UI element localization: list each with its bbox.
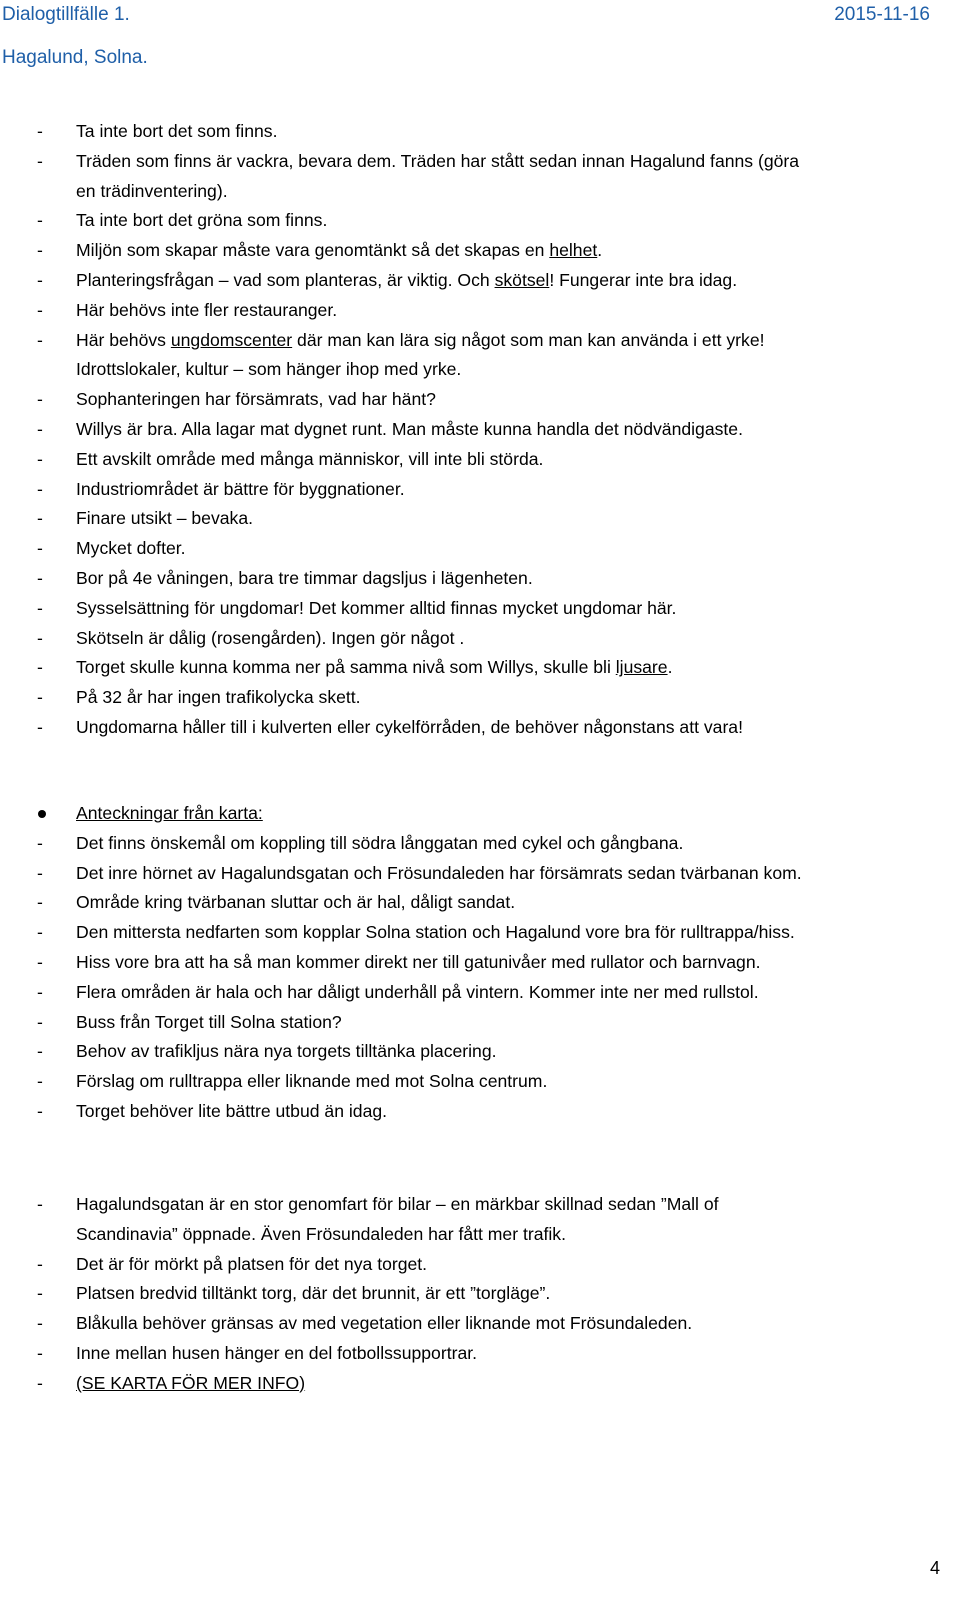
text-run: Torget behöver lite bättre utbud än idag. [76,1100,388,1121]
page-number: 4 [929,1558,940,1578]
text-run: Det är för mörkt på platsen för det nya torget. [76,1253,428,1274]
list-item [0,1339,960,1369]
dash-marker: - [37,567,43,588]
text-run: Hiss vore bra att ha så man kommer direkt ner till gatunivåer med rullator och barnvagn. [76,951,761,972]
text-run: Torget skulle kunna komma ner på samma nivå som Willys, skulle bli [76,657,616,678]
document-header-date: 2015-11-16 [834,4,930,25]
list-item-text [76,445,543,475]
list-item [0,888,960,918]
list-item [0,504,960,534]
list-item [0,415,960,445]
list-item-text [76,296,337,326]
list-item [0,624,960,654]
text-run: Sysselsättning för ungdomar! Det kommer alltid finnas mycket ungdomar här. [76,597,677,618]
list-item [0,475,960,505]
dash-marker: - [37,121,43,141]
underlined-text: skötsel [494,269,550,290]
list-item-continuation: Scandinavia” öppnade. Även Frösundaleden har fått mer trafik. [76,1223,566,1244]
list-item [0,564,960,594]
list-item [0,1190,960,1250]
text-run: Behov av trafikljus nära nya torgets tilltänka placering. [76,1041,497,1062]
list-item [0,594,960,624]
list-item [0,236,960,266]
list-item [0,385,960,415]
list-item-text [76,1339,477,1369]
map-notes-section [0,799,960,1127]
list-item-text [76,266,737,296]
list-item-text [76,653,672,683]
text-run: Blåkulla behöver gränsas av med vegetation eller liknande mot Frösundaleden. [76,1313,693,1334]
text-run: Sophanteringen har försämrats, vad har hänt? [76,389,436,410]
dash-marker: - [37,269,43,290]
list-item [0,1097,960,1127]
text-run: Bor på 4e våningen, bara tre timmar dagsljus i lägenheten. [76,567,533,588]
list-item [0,653,960,683]
text-run: Flera områden är hala och har dåligt underhåll på vintern. Kommer inte ner med rullstol. [76,981,759,1002]
map-notes-heading: Anteckningar från karta: [76,803,263,823]
list-item-text [76,475,405,505]
list-item-text [76,888,515,918]
text-run: Skötseln är dålig (rosengården). Ingen gör något . [76,627,465,648]
list-item-text [76,1008,342,1038]
list-item-continuation: Idrottslokaler, kultur – som hänger ihop med yrke. [76,359,462,380]
dash-marker: - [37,538,43,559]
list-item-text [76,978,759,1008]
list-item [0,1067,960,1097]
list-item [0,948,960,978]
notes-list-2 [0,829,960,1127]
text-run: Det inre hörnet av Hagalundsgatan och Frösundaleden har försämrats sedan tvärbanan kom. [76,862,802,883]
list-item-text [76,326,765,356]
list-item [0,445,960,475]
dash-marker: - [37,1313,43,1334]
dash-marker: - [37,478,43,499]
dash-marker: - [37,716,43,737]
list-item [0,829,960,859]
dash-marker: - [37,862,43,883]
dash-marker: - [37,922,43,943]
text-run: Industriområdet är bättre för byggnationer. [76,478,405,499]
list-item [0,918,960,948]
list-item-text [76,117,277,147]
list-item-text [76,1097,387,1127]
underlined-text: helhet [549,240,598,261]
list-item-text [76,918,795,948]
text-run: . [667,657,673,678]
list-item-text [76,236,602,266]
dash-marker: - [37,389,43,410]
dash-marker: - [37,951,43,972]
dash-marker: - [37,981,43,1002]
list-item [0,978,960,1008]
dash-marker: - [37,418,43,439]
notes-list-1 [0,117,960,743]
list-item-text [76,713,743,743]
notes-list-3 [0,1190,960,1399]
text-run: Platsen bredvid tilltänkt torg, där det brunnit, är ett ”torgläge”. [76,1283,551,1304]
list-item-text [76,859,802,889]
list-item [0,683,960,713]
list-item-text [76,415,743,445]
map-notes-heading-row [0,799,960,829]
text-run: Mycket dofter. [76,538,186,559]
dash-marker: - [37,597,43,618]
text-run: Hagalundsgatan är en stor genomfart för bilar – en märkbar skillnad sedan ”Mall of [76,1194,719,1214]
text-run: Den mittersta nedfarten som kopplar Solna station och Hagalund vore bra för rulltrappa/hiss. [76,922,795,943]
text-run: där man kan lära sig något som man kan använda i ett yrke! [292,329,765,350]
list-item-text [76,147,799,177]
list-item-text [76,948,761,978]
text-run: Buss från Torget till Solna station? [76,1011,342,1032]
list-item-continuation: en trädinventering). [76,180,228,201]
dash-marker: - [37,1194,43,1214]
list-item [0,1008,960,1038]
list-item [0,713,960,743]
dash-marker: - [37,329,43,350]
list-item [0,206,960,236]
dash-marker: - [37,299,43,320]
dash-marker: - [37,892,43,913]
text-run: Miljön som skapar måste vara genomtänkt så det skapas en [76,240,550,261]
dash-marker: - [37,1283,43,1304]
text-run: Ta inte bort det gröna som finns. [76,210,328,231]
document-header-title: Dialogtillfälle 1. [2,4,130,25]
list-item-text [76,1279,550,1309]
underlined-text: ungdomscenter [170,329,293,350]
text-run: Ungdomarna håller till i kulverten eller cykelförråden, de behöver någonstans att vara! [76,716,743,737]
text-run: Finare utsikt – bevaka. [76,508,254,529]
text-run: Inne mellan husen hänger en del fotbollssupportrar. [76,1342,478,1363]
text-run: ! Fungerar inte bra idag. [549,269,738,290]
list-item-text [76,385,436,415]
dash-marker: - [37,210,43,231]
list-item [0,1309,960,1339]
text-run: Det finns önskemål om koppling till södra långgatan med cykel och gångbana. [76,832,684,853]
list-item-text [76,504,253,534]
dash-marker: - [37,448,43,469]
list-item-text [76,1309,692,1339]
text-run: Träden som finns är vackra, bevara dem. Träden har stått sedan innan Hagalund fanns (göra [76,150,800,171]
text-run: Planteringsfrågan – vad som planteras, är viktig. Och [76,269,495,290]
list-item [0,534,960,564]
dash-marker: - [37,1041,43,1062]
document-header-place: Hagalund, Solna. [2,47,148,68]
text-run: Ta inte bort det som finns. [76,121,278,141]
list-item-text [76,1369,305,1399]
dash-marker: - [37,657,43,678]
list-item [0,266,960,296]
dash-marker: - [37,240,43,261]
list-item [0,1250,960,1280]
list-item-text [76,564,533,594]
list-item-text [76,534,186,564]
list-item [0,147,960,207]
list-item [0,296,960,326]
list-item [0,1369,960,1399]
list-item-text [76,624,464,654]
text-run: Ett avskilt område med många människor, vill inte bli störda. [76,448,544,469]
text-run: Förslag om rulltrappa eller liknande med mot Solna centrum. [76,1071,548,1092]
text-run: Willys är bra. Alla lagar mat dygnet runt. Man måste kunna handla det nödvändigaste. [76,418,743,439]
list-item [0,859,960,889]
dash-marker: - [37,508,43,529]
list-item [0,1279,960,1309]
list-item-text [76,206,327,236]
text-run: Här behövs inte fler restauranger. [76,299,338,320]
list-item-text [76,1250,427,1280]
list-item-text [76,594,676,624]
dash-marker: - [37,687,43,708]
dash-marker: - [37,150,43,171]
dash-marker: - [37,1342,43,1363]
list-item-text [76,829,683,859]
list-item-text [76,1190,719,1220]
list-item-text [76,1067,547,1097]
list-item-text [76,1037,497,1067]
list-item [0,326,960,386]
underlined-text: (SE KARTA FÖR MER INFO) [76,1372,306,1393]
dash-marker: - [37,1011,43,1032]
dash-marker: - [37,1253,43,1274]
dash-marker: - [37,1071,43,1092]
dash-marker: - [37,627,43,648]
dash-marker: - [37,1100,43,1121]
dash-marker: - [37,832,43,853]
underlined-text: ljusare [615,657,668,678]
list-item-text [76,683,361,713]
list-item [0,1037,960,1067]
text-run: På 32 år har ingen trafikolycka skett. [76,687,361,708]
text-run: . [597,240,603,261]
bullet-icon [38,810,46,818]
dash-marker: - [37,1372,43,1393]
text-run: Område kring tvärbanan sluttar och är hal, dåligt sandat. [76,892,516,913]
list-item [0,117,960,147]
text-run: Här behövs [76,329,171,350]
